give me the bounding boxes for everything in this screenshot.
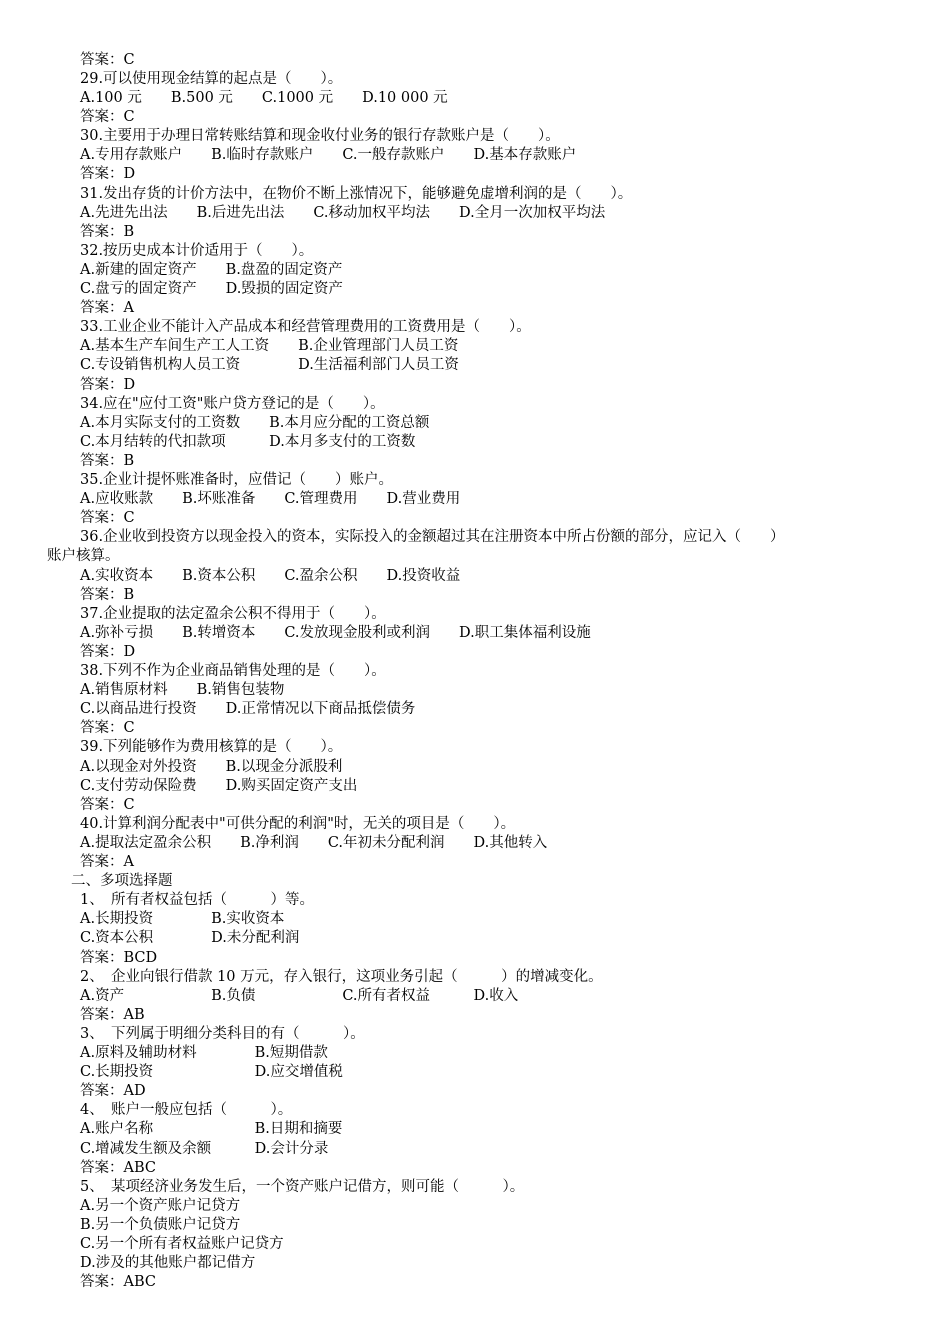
- question-line: 1、 所有者权益包括（ ）等。: [80, 892, 314, 908]
- answer-line: 答案：BCD: [80, 950, 158, 966]
- options-line: A.提取法定盈余公积 B.净利润 C.年初未分配利润 D.其他转入: [80, 835, 548, 851]
- options-line: C.资本公积 D.未分配利润: [80, 930, 300, 946]
- answer-line: 答案：B: [80, 224, 135, 240]
- answer-line: 答案：C: [80, 510, 135, 526]
- options-line: C.增减发生额及余额 D.会计分录: [80, 1141, 329, 1157]
- options-line: A.先进先出法 B.后进先出法 C.移动加权平均法 D.全月一次加权平均法: [80, 205, 606, 221]
- answer-line: 答案：AD: [80, 1083, 146, 1099]
- options-line: A.长期投资 B.实收资本: [80, 911, 285, 927]
- options-line: A.本月实际支付的工资数 B.本月应分配的工资总额: [80, 415, 430, 431]
- question-line: 37.企业提取的法定盈余公积不得用于（ ）。: [80, 606, 386, 622]
- options-line: A.实收资本 B.资本公积 C.盈余公积 D.投资收益: [80, 568, 461, 584]
- question-line: 36.企业收到投资方以现金投入的资本，实际投入的金额超过其在注册资本中所占份额的部分，应记入（ ）: [80, 529, 785, 545]
- options-line: D.涉及的其他账户都记借方: [80, 1255, 256, 1271]
- options-line: C.盘亏的固定资产 D.毁损的固定资产: [80, 281, 343, 297]
- options-line: A.另一个资产账户记贷方: [80, 1198, 241, 1214]
- question-line: 31.发出存货的计价方法中，在物价不断上涨情况下，能够避免虚增利润的是（ ）。: [80, 186, 633, 202]
- section-heading: 二、多项选择题: [71, 873, 173, 889]
- options-line: C.专设销售机构人员工资 D.生活福利部门人员工资: [80, 357, 459, 373]
- answer-line: 答案：C: [80, 52, 135, 68]
- options-line: C.本月结转的代扣款项 D.本月多支付的工资数: [80, 434, 416, 450]
- options-line: A.新建的固定资产 B.盘盈的固定资产: [80, 262, 343, 278]
- answer-line: 答案：D: [80, 166, 136, 182]
- options-line: A.账户名称 B.日期和摘要: [80, 1121, 343, 1137]
- answer-line: 答案：B: [80, 587, 135, 603]
- options-line: A.100 元 B.500 元 C.1000 元 D.10 000 元: [80, 90, 448, 106]
- question-line: 35.企业计提怀账准备时，应借记（ ）账户。: [80, 472, 394, 488]
- question-line: 38.下列不作为企业商品销售处理的是（ ）。: [80, 663, 386, 679]
- options-line: B.另一个负债账户记贷方: [80, 1217, 241, 1233]
- question-line: 4、 账户一般应包括（ ）。: [80, 1102, 293, 1118]
- question-line: 32.按历史成本计价适用于（ ）。: [80, 243, 314, 259]
- question-line: 40.计算利润分配表中"可供分配的利润"时，无关的项目是（ ）。: [80, 816, 516, 832]
- answer-line: 答案：A: [80, 854, 134, 870]
- options-line: A.销售原材料 B.销售包装物: [80, 682, 285, 698]
- answer-line: 答案：A: [80, 300, 134, 316]
- question-line: 33.工业企业不能计入产品成本和经营管理费用的工资费用是（ ）。: [80, 319, 531, 335]
- question-line: 34.应在"应付工资"账户贷方登记的是（ ）。: [80, 396, 385, 412]
- question-line: 3、 下列属于明细分类科目的有（ ）。: [80, 1026, 365, 1042]
- question-line: 2、 企业向银行借款 10 万元，存入银行，这项业务引起（ ）的增减变化。: [80, 969, 603, 985]
- options-line: C.长期投资 D.应交增值税: [80, 1064, 343, 1080]
- answer-line: 答案：C: [80, 720, 135, 736]
- answer-line: 答案：ABC: [80, 1160, 156, 1176]
- answer-line: 答案：D: [80, 644, 136, 660]
- options-line: A.专用存款账户 B.临时存款账户 C.一般存款账户 D.基本存款账户: [80, 147, 577, 163]
- question-line: 29.可以使用现金结算的起点是（ ）。: [80, 71, 343, 87]
- options-line: A.原料及辅助材料 B.短期借款: [80, 1045, 328, 1061]
- question-line-continued: 账户核算。: [47, 548, 120, 564]
- answer-line: 答案：B: [80, 453, 135, 469]
- options-line: A.以现金对外投资 B.以现金分派股利: [80, 759, 343, 775]
- answer-line: 答案：ABC: [80, 1274, 156, 1290]
- answer-line: 答案：D: [80, 377, 136, 393]
- question-line: 39.下列能够作为费用核算的是（ ）。: [80, 739, 343, 755]
- options-line: A.基本生产车间生产工人工资 B.企业管理部门人员工资: [80, 338, 459, 354]
- options-line: A.应收账款 B.坏账准备 C.管理费用 D.营业费用: [80, 491, 461, 507]
- options-line: A.资产 B.负债 C.所有者权益 D.收入: [80, 988, 519, 1004]
- options-line: C.以商品进行投资 D.正常情况以下商品抵偿债务: [80, 701, 416, 717]
- answer-line: 答案：C: [80, 109, 135, 125]
- options-line: C.支付劳动保险费 D.购买固定资产支出: [80, 778, 358, 794]
- question-line: 30.主要用于办理日常转账结算和现金收付业务的银行存款账户是（ ）。: [80, 128, 560, 144]
- answer-line: 答案：C: [80, 797, 135, 813]
- options-line: C.另一个所有者权益账户记贷方: [80, 1236, 284, 1252]
- options-line: A.弥补亏损 B.转增资本 C.发放现金股利或利润 D.职工集体福利设施: [80, 625, 591, 641]
- answer-line: 答案：AB: [80, 1007, 145, 1023]
- question-line: 5、 某项经济业务发生后，一个资产账户记借方，则可能（ ）。: [80, 1179, 525, 1195]
